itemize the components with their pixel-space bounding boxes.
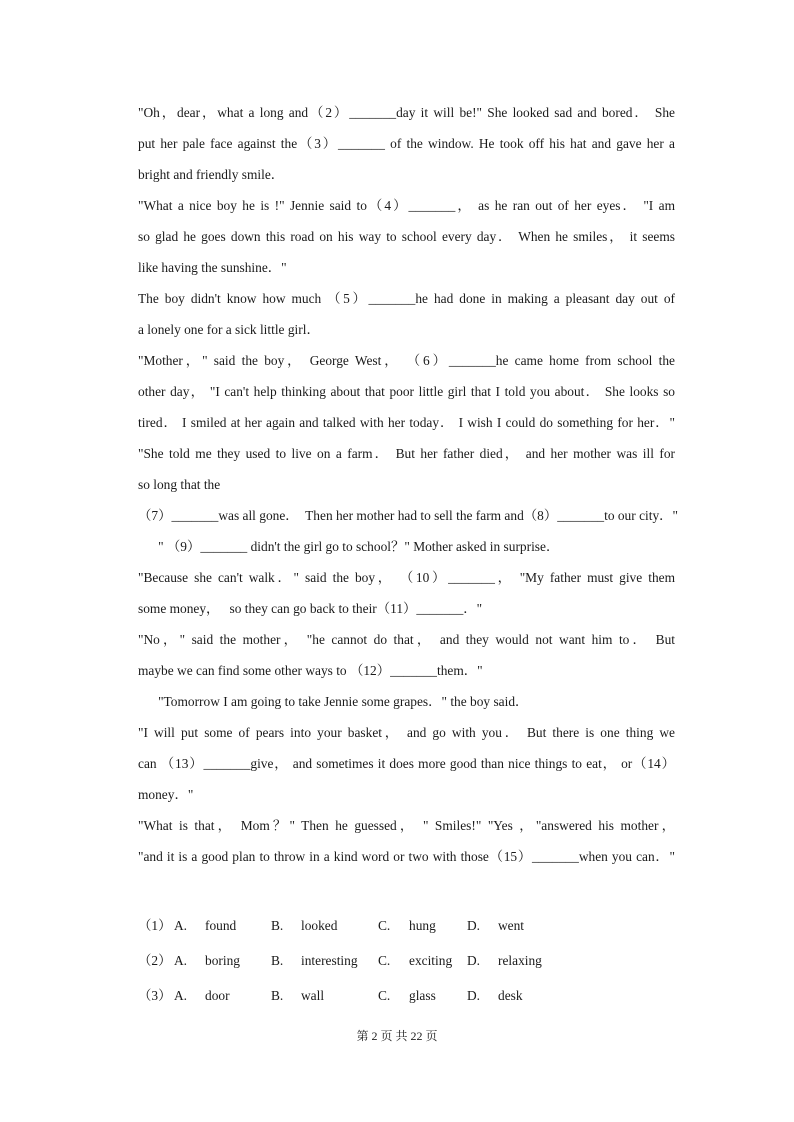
- passage-line: "Tomorrow I am going to take Jennie some grapes．" the boy said．: [138, 694, 529, 709]
- passage: [138, 97, 678, 872]
- option-d-label: D.: [467, 918, 481, 933]
- option-d-label: D.: [467, 953, 481, 968]
- option-a-text: boring: [205, 953, 240, 968]
- question-number: （2）: [138, 953, 172, 968]
- passage-line: "What a nice boy he is !" Jennie said to（4）_______， as he ran out of her eyes． "I am: [138, 198, 675, 213]
- passage-line: other day， "I can't help thinking about that poor little girl that I told you about． She looks so: [138, 384, 675, 399]
- option-a-text: door: [205, 988, 230, 1003]
- passage-line: tired． I smiled at her again and talked with her today． I wish I could do something for her．": [138, 415, 675, 430]
- option-d-text: desk: [498, 988, 523, 1003]
- passage-line: some money， so they can go back to their（11）_______．": [138, 601, 483, 616]
- passage-line: "Because she can't walk．" said the boy， （10）_______， "My father must give them: [138, 570, 675, 585]
- option-c-label: C.: [378, 988, 391, 1003]
- passage-line: The boy didn't know how much （5）_______he had done in making a pleasant day out of: [138, 291, 675, 306]
- passage-line: "I will put some of pears into your basket， and go with you． But there is one thing we: [138, 725, 675, 740]
- passage-line: so glad he goes down this road on his way to school every day． When he smiles， it seems: [138, 229, 675, 244]
- passage-line: （7）_______was all gone． Then her mother had to sell the farm and（8）_______to our city．": [138, 508, 678, 523]
- passage-line: "No，" said the mother， "he cannot do that， and they would not want him to． But: [138, 632, 675, 647]
- option-c-text: hung: [409, 918, 436, 933]
- option-row: [138, 978, 558, 1013]
- option-d-text: went: [498, 918, 525, 933]
- option-d-text: relaxing: [498, 953, 542, 968]
- passage-line: a lonely one for a sick little girl．: [138, 322, 320, 337]
- option-b-label: B.: [271, 953, 284, 968]
- passage-line: maybe we can find some other ways to （12）_______them．": [138, 663, 483, 678]
- option-row: [138, 943, 558, 978]
- answer-options: [138, 908, 558, 1013]
- passage-line: "She told me they used to live on a farm． But her father died， and her mother was ill for: [138, 446, 675, 461]
- option-b-text: wall: [301, 988, 325, 1003]
- question-number: （3）: [138, 988, 172, 1003]
- option-c-label: C.: [378, 918, 391, 933]
- passage-line: "What is that， Mom？" Then he guessed， " Smiles!" "Yes ，"answered his mother，: [138, 818, 675, 833]
- passage-line: so long that the: [138, 477, 221, 492]
- option-a-text: found: [205, 918, 237, 933]
- passage-line: "Mother，" said the boy， George West， （6）_______he came home from school the: [138, 353, 675, 368]
- option-a-label: A.: [174, 953, 188, 968]
- option-b-label: B.: [271, 918, 284, 933]
- option-c-text: glass: [409, 988, 436, 1003]
- passage-line: "and it is a good plan to throw in a kind word or two with those（15）_______when you can．": [138, 849, 675, 864]
- passage-line: "Oh，dear，what a long and（2）_______day it will be!" She looked sad and bored． She: [138, 105, 675, 120]
- page-footer: 第 2 页 共 22 页: [356, 1029, 438, 1043]
- option-c-label: C.: [378, 953, 391, 968]
- option-c-text: exciting: [409, 953, 453, 968]
- question-number: （1）: [138, 918, 172, 933]
- option-b-text: looked: [301, 918, 338, 933]
- option-row: [138, 908, 558, 943]
- passage-line: put her pale face against the（3）_______ of the window. He took off his hat and gave her a: [138, 136, 675, 151]
- passage-line: money．": [138, 787, 194, 802]
- passage-line: " （9）_______ didn't the girl go to school？" Mother asked in surprise．: [138, 539, 560, 554]
- option-b-label: B.: [271, 988, 284, 1003]
- option-d-label: D.: [467, 988, 481, 1003]
- passage-line: bright and friendly smile．: [138, 167, 285, 182]
- option-b-text: interesting: [301, 953, 358, 968]
- passage-line: can （13）_______give， and sometimes it does more good than nice things to eat， or（14）: [138, 756, 675, 771]
- option-a-label: A.: [174, 988, 188, 1003]
- passage-line: like having the sunshine．": [138, 260, 287, 275]
- option-a-label: A.: [174, 918, 188, 933]
